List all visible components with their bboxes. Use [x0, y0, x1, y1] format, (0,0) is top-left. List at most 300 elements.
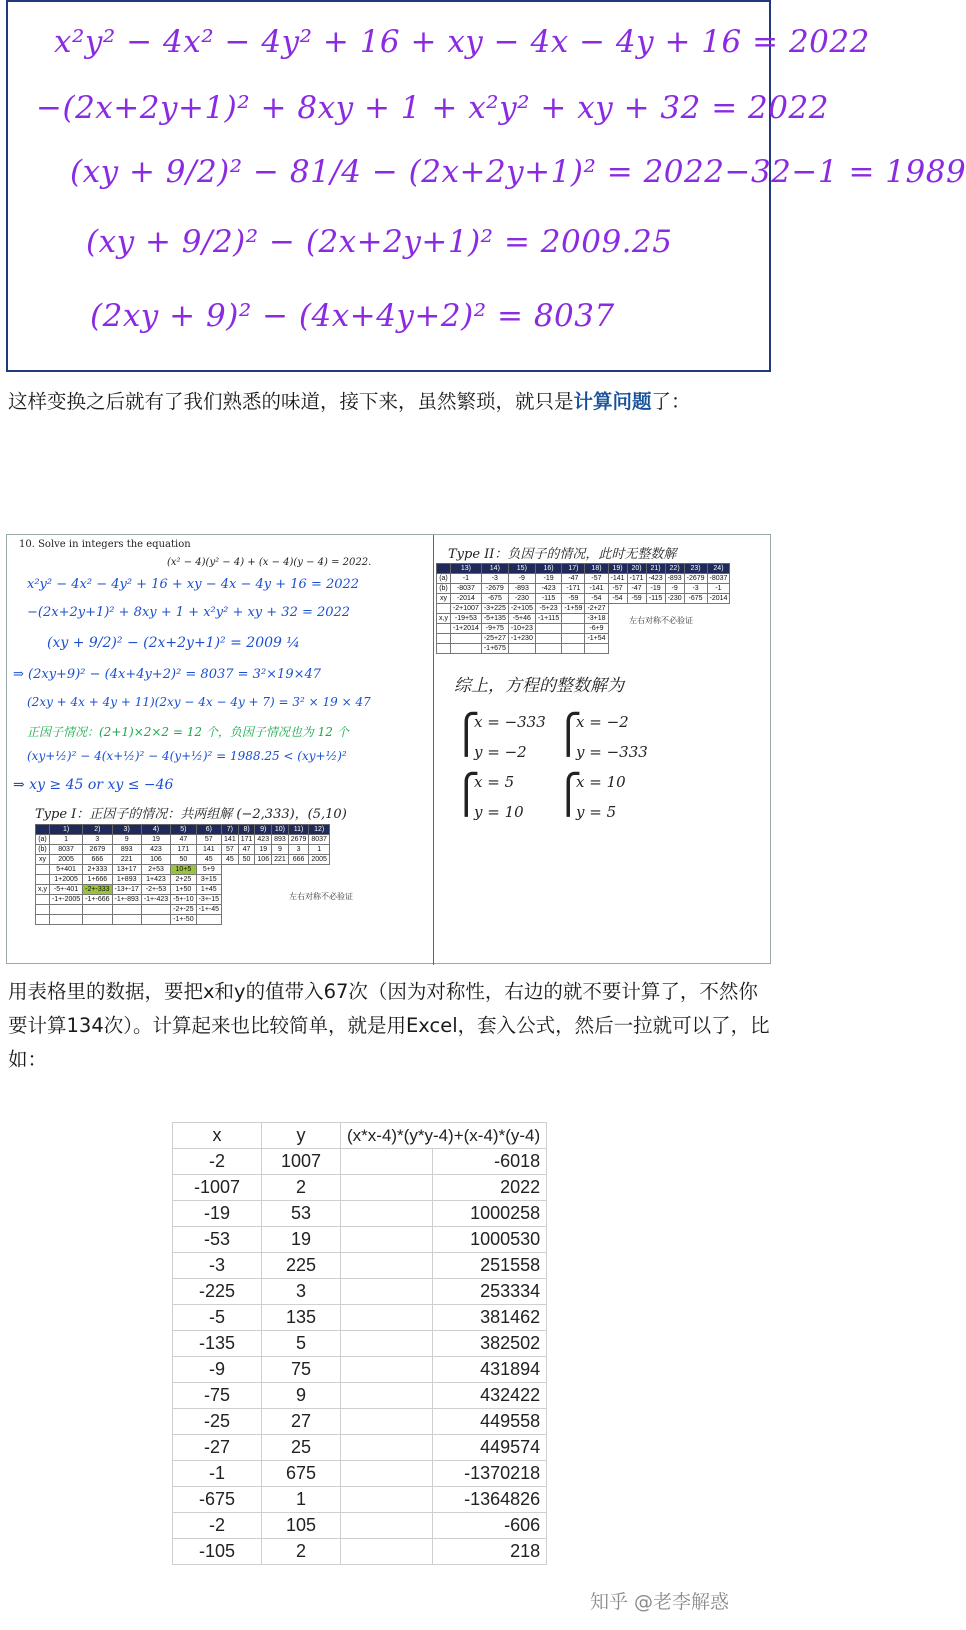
type1-xy-row [36, 915, 330, 925]
type1-cell: xy [36, 855, 50, 865]
paragraph-excel: 用表格里的数据，要把x和y的值带入67次（因为对称性，右边的就不要计算了，不然你要计算134次）。计算起来也比较简单，就是用Excel，套入公式，然后一拉就可以了，比如： [8, 980, 770, 1071]
type2-cell: -3 [684, 584, 707, 594]
sheet-cell-empty [341, 1149, 433, 1175]
type1-cell: 893 [272, 835, 289, 845]
hw-line-4: (xy + 9/2)² − (2x+2y+1)² = 2009.25 [86, 224, 673, 260]
sheet-row [173, 1461, 547, 1487]
sol3-y: y = 10 [474, 803, 524, 821]
type2-cell: -2014 [707, 594, 730, 604]
sheet-cell-y: 25 [262, 1435, 341, 1461]
sol2-y: y = −333 [576, 743, 648, 761]
type2-cell: -423 [646, 574, 665, 584]
type1-cell: 57 [196, 835, 221, 845]
type1-header-cell: 9) [255, 825, 272, 835]
type2-xy-cell: -2+1007 [450, 604, 481, 614]
type1-xy-cell: -2+-333 [83, 885, 112, 895]
type1-xy-cell: -2+-25 [171, 905, 196, 915]
excel-table [172, 1122, 547, 1565]
sheet-cell-value: 431894 [433, 1357, 547, 1383]
scan-line-4: ⇒ (2xy+9)² − (4x+4y+2)² = 8037 = 3²×19×47 [13, 667, 322, 682]
sheet-cell-value: 253334 [433, 1279, 547, 1305]
sheet-cell-empty [341, 1305, 433, 1331]
scan-left-panel [7, 535, 432, 965]
sheet-cell-x: -27 [173, 1435, 262, 1461]
sheet-cell-empty [341, 1409, 433, 1435]
sheet-cell-y: 5 [262, 1331, 341, 1357]
sheet-row [173, 1201, 547, 1227]
type1-cell: (a) [36, 835, 50, 845]
sheet-cell-empty [341, 1279, 433, 1305]
type1-xy-cell: -13+-17 [112, 885, 141, 895]
sheet-cell-y: 2 [262, 1539, 341, 1565]
type2-xy-cell [535, 624, 561, 634]
type2-xy-cell [535, 644, 561, 654]
sheet-cell-y: 225 [262, 1253, 341, 1279]
type2-note: 左右对称不必验证 [629, 616, 693, 625]
type1-cell: 2005 [49, 855, 82, 865]
type2-title: Type II：负因子的情况，此时无整数解 [448, 547, 677, 562]
sheet-row [173, 1487, 547, 1513]
type1-xy-cell: -3+-15 [196, 895, 221, 905]
sheet-row [173, 1539, 547, 1565]
col-header-y: y [262, 1123, 341, 1149]
type2-xy-cell: -10+23 [508, 624, 535, 634]
type2-xy-label [437, 634, 451, 644]
type2-header-cell [437, 564, 451, 574]
type2-header-cell: 19) [608, 564, 627, 574]
type1-header-cell: 7) [222, 825, 239, 835]
sheet-cell-empty [341, 1201, 433, 1227]
type2-cell: -3 [481, 574, 508, 584]
type2-cell: -675 [481, 594, 508, 604]
type1-row [36, 845, 330, 855]
sheet-cell-x: -2 [173, 1149, 262, 1175]
type1-xy-cell [49, 915, 82, 925]
sheet-cell-value: 449558 [433, 1409, 547, 1435]
sheet-cell-empty [341, 1331, 433, 1357]
type1-cell: 8037 [309, 835, 330, 845]
type2-xy-row [437, 644, 730, 654]
type2-cell: -9 [508, 574, 535, 584]
sheet-row [173, 1149, 547, 1175]
type2-header-cell: 20) [627, 564, 646, 574]
type1-cell: 50 [171, 855, 196, 865]
type1-xy-cell: 1+50 [171, 885, 196, 895]
type1-cell: 45 [196, 855, 221, 865]
brace-3: ⎧ [452, 772, 481, 816]
type1-cell: 106 [255, 855, 272, 865]
type2-cell: -57 [608, 584, 627, 594]
sheet-row [173, 1253, 547, 1279]
type2-cell: -19 [535, 574, 561, 584]
type2-row [437, 574, 730, 584]
type1-xy-cell [141, 905, 170, 915]
watermark: 知乎 @老李解惑 [590, 1591, 730, 1613]
type1-xy-cell [49, 905, 82, 915]
type1-header-cell: 8) [238, 825, 255, 835]
sheet-cell-y: 1007 [262, 1149, 341, 1175]
type2-cell: -230 [665, 594, 684, 604]
sheet-cell-empty [341, 1487, 433, 1513]
scan-line-5: (2xy + 4x + 4y + 11)(2xy − 4x − 4y + 7) = 3² × 19 × 47 [27, 695, 371, 709]
sheet-row [173, 1383, 547, 1409]
type2-header-cell: 13) [450, 564, 481, 574]
type1-xy-cell: -1+-2005 [49, 895, 82, 905]
type1-cell: 106 [141, 855, 170, 865]
type2-cell: -54 [585, 594, 608, 604]
type1-table [35, 824, 330, 925]
type1-header-cell [36, 825, 50, 835]
sheet-cell-y: 75 [262, 1357, 341, 1383]
scan-line-8: ⇒ xy ≥ 45 or xy ≤ −46 [13, 777, 174, 793]
type2-cell: -171 [562, 584, 585, 594]
type1-xy-cell: 1+893 [112, 875, 141, 885]
type1-row [36, 855, 330, 865]
sheet-cell-value: 218 [433, 1539, 547, 1565]
type2-cell: -230 [508, 594, 535, 604]
sheet-cell-x: -53 [173, 1227, 262, 1253]
type1-cell: 19 [255, 845, 272, 855]
type1-cell: 3 [288, 845, 309, 855]
type1-cell: 2679 [288, 835, 309, 845]
type1-xy-cell: -5+-10 [171, 895, 196, 905]
type1-xy-cell: 2+53 [141, 865, 170, 875]
type1-cell: 141 [222, 835, 239, 845]
type2-cell: -19 [646, 584, 665, 594]
type1-cell: 45 [222, 855, 239, 865]
sheet-cell-value: 1000530 [433, 1227, 547, 1253]
type2-row [437, 584, 730, 594]
type1-cell: 9 [272, 845, 289, 855]
type1-cell: 47 [238, 845, 255, 855]
type2-xy-cell: -19+53 [450, 614, 481, 624]
sheet-cell-y: 9 [262, 1383, 341, 1409]
type1-cell: 893 [112, 845, 141, 855]
type1-xy-cell: 3+15 [196, 875, 221, 885]
sheet-cell-x: -1007 [173, 1175, 262, 1201]
handwritten-equations-image [6, 0, 966, 372]
sheet-cell-y: 2 [262, 1175, 341, 1201]
type1-xy-cell [112, 915, 141, 925]
type2-cell: -47 [627, 584, 646, 594]
type2-cell: -171 [627, 574, 646, 584]
sheet-cell-value: 381462 [433, 1305, 547, 1331]
type1-xy-row [36, 905, 330, 915]
type2-xy-cell: -1+59 [562, 604, 585, 614]
sheet-cell-x: -105 [173, 1539, 262, 1565]
type1-cell: 3 [83, 835, 112, 845]
sheet-cell-y: 135 [262, 1305, 341, 1331]
scan-line-1: x²y² − 4x² − 4y² + 16 + xy − 4x − 4y + 16 = 2022 [27, 577, 360, 592]
type2-row [437, 594, 730, 604]
type2-cell: -57 [585, 574, 608, 584]
sheet-cell-empty [341, 1539, 433, 1565]
type2-xy-row [437, 634, 730, 644]
sheet-cell-empty [341, 1383, 433, 1409]
type2-cell: -2679 [481, 584, 508, 594]
sheet-cell-y: 27 [262, 1409, 341, 1435]
type2-cell: -2679 [684, 574, 707, 584]
sheet-cell-empty [341, 1461, 433, 1487]
sheet-cell-x: -135 [173, 1331, 262, 1357]
type2-xy-cell: -2+105 [508, 604, 535, 614]
type2-header-cell: 23) [684, 564, 707, 574]
sheet-cell-empty [341, 1175, 433, 1201]
type1-xy-label [36, 895, 50, 905]
type1-cell: 47 [171, 835, 196, 845]
type2-xy-cell: -1+54 [585, 634, 608, 644]
type2-header-cell: 15) [508, 564, 535, 574]
type2-xy-cell: -25+27 [481, 634, 508, 644]
sheet-cell-x: -1 [173, 1461, 262, 1487]
type1-cell: 666 [83, 855, 112, 865]
brace-2: ⎧ [554, 712, 583, 756]
type2-cell: -893 [508, 584, 535, 594]
type1-cell: 171 [171, 845, 196, 855]
sheet-cell-x: -19 [173, 1201, 262, 1227]
sheet-row [173, 1227, 547, 1253]
sol1-x: x = −333 [474, 713, 546, 731]
type1-cell: 57 [222, 845, 239, 855]
type1-cell: 141 [196, 845, 221, 855]
type1-xy-row [36, 865, 330, 875]
type2-header-cell: 18) [585, 564, 608, 574]
type1-header-cell: 10) [272, 825, 289, 835]
type1-xy-cell: 1+666 [83, 875, 112, 885]
sheet-cell-value: -6018 [433, 1149, 547, 1175]
type2-cell: -141 [585, 584, 608, 594]
type2-cell: -1 [707, 584, 730, 594]
type2-cell: xy [437, 594, 451, 604]
sheet-cell-empty [341, 1357, 433, 1383]
sheet-cell-x: -25 [173, 1409, 262, 1435]
type1-xy-cell: 5+401 [49, 865, 82, 875]
scan-line-7: (xy+½)² − 4(x+½)² − 4(y+½)² = 1988.25 < (xy+½)² [27, 749, 347, 763]
type2-xy-cell: -6+9 [585, 624, 608, 634]
type1-cell: 2005 [309, 855, 330, 865]
sol4-x: x = 10 [576, 773, 626, 791]
type1-cell: (b) [36, 845, 50, 855]
type2-xy-cell [562, 614, 585, 624]
type2-header-cell: 24) [707, 564, 730, 574]
sheet-cell-value: -1364826 [433, 1487, 547, 1513]
sheet-row [173, 1435, 547, 1461]
sheet-cell-value: 2022 [433, 1175, 547, 1201]
sheet-row [173, 1305, 547, 1331]
scan-right-panel [433, 535, 773, 965]
sheet-cell-value: 432422 [433, 1383, 547, 1409]
type1-cell: 666 [288, 855, 309, 865]
type1-cell: 221 [112, 855, 141, 865]
type1-cell: 423 [255, 835, 272, 845]
sheet-cell-value: -1370218 [433, 1461, 547, 1487]
type2-xy-cell: -9+75 [481, 624, 508, 634]
type2-cell: -675 [684, 594, 707, 604]
sheet-cell-value: 449574 [433, 1435, 547, 1461]
hw-line-3: (xy + 9/2)² − 81/4 − (2x+2y+1)² = 2022−32−1 = 1989 [70, 154, 966, 190]
type1-header-cell: 11) [288, 825, 309, 835]
type1-xy-cell: 2+333 [83, 865, 112, 875]
sheet-cell-value: 251558 [433, 1253, 547, 1279]
problem-title: 10. Solve in integers the equation [19, 539, 191, 550]
type1-cell: 1 [49, 835, 82, 845]
scan-line-3: (xy + 9/2)² − (2x+2y+1)² = 2009 ¼ [47, 635, 300, 651]
sheet-cell-x: -675 [173, 1487, 262, 1513]
type1-header-cell: 5) [171, 825, 196, 835]
type2-xy-cell: -3+225 [481, 604, 508, 614]
sheet-cell-y: 3 [262, 1279, 341, 1305]
type2-cell: -47 [562, 574, 585, 584]
type2-xy-cell: -1+230 [508, 634, 535, 644]
type2-xy-label: x,y [437, 614, 451, 624]
highlight-link-calculation[interactable]: 计算问题 [573, 390, 652, 413]
type1-xy-row [36, 875, 330, 885]
type2-xy-cell: -5+135 [481, 614, 508, 624]
type1-xy-cell: -1+-423 [141, 895, 170, 905]
type2-xy-cell [562, 624, 585, 634]
type1-xy-label [36, 875, 50, 885]
hw-line-1: x²y² − 4x² − 4y² + 16 + xy − 4x − 4y + 16 = 2022 [54, 24, 870, 60]
type1-note: 左右对称不必验证 [289, 892, 353, 901]
type1-xy-cell: 5+9 [196, 865, 221, 875]
type2-xy-cell: -1+115 [535, 614, 561, 624]
type2-xy-cell [562, 634, 585, 644]
sheet-cell-y: 53 [262, 1201, 341, 1227]
type2-header-cell: 22) [665, 564, 684, 574]
sheet-cell-value: 382502 [433, 1331, 547, 1357]
para1-text-after: 了： [651, 390, 691, 413]
sol3-x: x = 5 [474, 773, 515, 791]
type1-xy-cell: -1+-893 [112, 895, 141, 905]
sheet-cell-y: 105 [262, 1513, 341, 1539]
type1-xy-label [36, 865, 50, 875]
sheet-cell-y: 675 [262, 1461, 341, 1487]
sheet-row [173, 1279, 547, 1305]
type1-xy-cell: 2+25 [171, 875, 196, 885]
type1-header-cell: 3) [112, 825, 141, 835]
type2-xy-cell [450, 634, 481, 644]
type1-cell: 2679 [83, 845, 112, 855]
type1-xy-cell: -5+-401 [49, 885, 82, 895]
type2-xy-cell [585, 644, 608, 654]
type1-xy-cell: -1+-666 [83, 895, 112, 905]
brace-4: ⎧ [554, 772, 583, 816]
type2-xy-label [437, 624, 451, 634]
type1-xy-label [36, 905, 50, 915]
type1-header-cell: 4) [141, 825, 170, 835]
sheet-row [173, 1331, 547, 1357]
type1-xy-cell: -2+-53 [141, 885, 170, 895]
sheet-cell-empty [341, 1513, 433, 1539]
type2-xy-cell: -1+2014 [450, 624, 481, 634]
type2-xy-cell: -5+46 [508, 614, 535, 624]
sheet-cell-empty [341, 1253, 433, 1279]
hw-line-5: (2xy + 9)² − (4x+4y+2)² = 8037 [90, 298, 615, 334]
type1-xy-cell [141, 915, 170, 925]
type2-xy-cell [562, 644, 585, 654]
type2-cell: -893 [665, 574, 684, 584]
scan-line-6: 正因子情况：(2+1)×2×2 = 12 个，负因子情况也为 12 个 [27, 725, 349, 739]
problem-equation: (x² − 4)(y² − 4) + (x − 4)(y − 4) = 2022. [167, 557, 372, 568]
type2-xy-cell [450, 644, 481, 654]
type2-table [436, 563, 730, 654]
type2-cell: -9 [665, 584, 684, 594]
paragraph-transform [8, 385, 773, 419]
type2-xy-cell [535, 634, 561, 644]
sheet-cell-empty [341, 1227, 433, 1253]
type2-xy-cell [508, 644, 535, 654]
sol4-y: y = 5 [576, 803, 617, 821]
sheet-cell-empty [341, 1435, 433, 1461]
type1-xy-cell [83, 915, 112, 925]
type1-xy-cell: 10+5 [171, 865, 196, 875]
type2-xy-row [437, 604, 730, 614]
type1-xy-cell [112, 905, 141, 915]
type1-row [36, 835, 330, 845]
type2-cell: (a) [437, 574, 451, 584]
type2-header-cell: 17) [562, 564, 585, 574]
sheet-cell-x: -3 [173, 1253, 262, 1279]
type1-cell: 423 [141, 845, 170, 855]
type2-cell: -115 [535, 594, 561, 604]
sheet-row [173, 1513, 547, 1539]
type1-cell: 8037 [49, 845, 82, 855]
type1-xy-cell [196, 915, 221, 925]
type1-header-cell: 2) [83, 825, 112, 835]
type1-xy-row [36, 895, 330, 905]
type2-cell: -8037 [450, 584, 481, 594]
type1-cell: 171 [238, 835, 255, 845]
type2-header-cell: 16) [535, 564, 561, 574]
sheet-cell-x: -75 [173, 1383, 262, 1409]
summary-text: 综上，方程的整数解为 [454, 676, 624, 696]
type2-cell: (b) [437, 584, 451, 594]
brace-1: ⎧ [452, 712, 481, 756]
type1-xy-row [36, 885, 330, 895]
scanned-solution-image [6, 534, 771, 964]
sol1-y: y = −2 [474, 743, 527, 761]
sheet-cell-y: 19 [262, 1227, 341, 1253]
col-header-formula: (x*x-4)*(y*y-4)+(x-4)*(y-4) [341, 1123, 547, 1149]
col-header-x: x [173, 1123, 262, 1149]
type1-xy-cell: 1+2005 [49, 875, 82, 885]
type2-cell: -141 [608, 574, 627, 584]
type2-cell: -59 [562, 594, 585, 604]
type2-xy-cell: -2+27 [585, 604, 608, 614]
type2-xy-cell: -1+675 [481, 644, 508, 654]
type2-xy-label [437, 644, 451, 654]
sheet-cell-x: -2 [173, 1513, 262, 1539]
sheet-cell-value: 1000258 [433, 1201, 547, 1227]
sheet-row [173, 1175, 547, 1201]
para1-text-before: 这样变换之后就有了我们熟悉的味道，接下来，虽然繁琐，就只是 [8, 390, 574, 413]
scan-line-9: Type I：正因子的情况：共两组解 (−2,333)，(5,10) [35, 807, 347, 822]
type2-xy-label [437, 604, 451, 614]
type1-cell: 50 [238, 855, 255, 865]
type2-cell: -115 [646, 594, 665, 604]
sol2-x: x = −2 [576, 713, 629, 731]
type1-header-cell: 6) [196, 825, 221, 835]
sheet-cell-y: 1 [262, 1487, 341, 1513]
type2-header-cell: 14) [481, 564, 508, 574]
type2-cell: -2014 [450, 594, 481, 604]
type1-xy-cell: -1+-50 [171, 915, 196, 925]
type1-xy-cell: 1+45 [196, 885, 221, 895]
sheet-cell-x: -225 [173, 1279, 262, 1305]
type2-cell: -8037 [707, 574, 730, 584]
type1-header-cell: 12) [309, 825, 330, 835]
type1-xy-cell: 1+423 [141, 875, 170, 885]
